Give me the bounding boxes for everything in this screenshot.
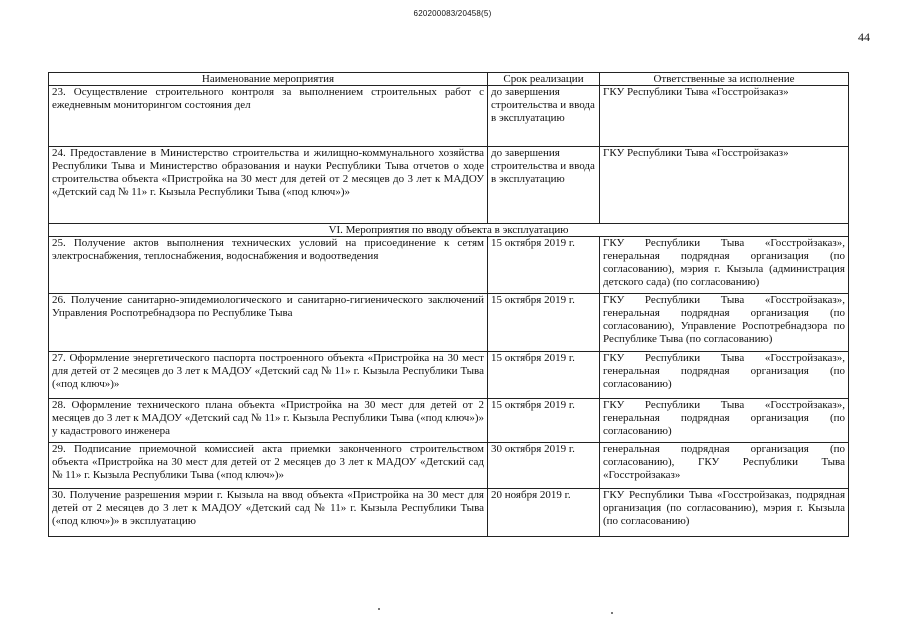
header-event-name: Наименование мероприятия [49,73,488,86]
event-name-cell: 26. Получение санитарно-эпидемиологического и санитарно-гигиенического заключений Управления Роспотребнадзора по Республике Тыва [49,294,488,352]
responsible-cell: ГКУ Республики Тыва «Госстройзаказ», генеральная подрядная организация (по согласованию), мэрия г. Кызыла (администрация детского сада) (по согласованию) [600,237,849,294]
header-term: Срок реализации [488,73,600,86]
term-cell: 20 ноября 2019 г. [488,489,600,537]
section-title: VI. Мероприятия по вводу объекта в эксплуатацию [49,224,849,237]
responsible-cell: ГКУ Республики Тыва «Госстройзаказ», генеральная подрядная организация (по согласованию), Управление Роспотребнадзора по Республике Тыва (по согласованию) [600,294,849,352]
event-name-cell: 23. Осуществление строительного контроля за выполнением строительных работ с ежедневным мониторингом состояния дел [49,86,488,147]
table-row [49,443,849,489]
responsible-cell: ГКУ Республики Тыва «Госстройзаказ», генеральная подрядная организация (по согласованию) [600,352,849,399]
term-cell: 15 октября 2019 г. [488,352,600,399]
responsible-cell: генеральная подрядная организация (по согласованию), ГКУ Республики Тыва «Госстройзаказ» [600,443,849,489]
responsible-cell: ГКУ Республики Тыва «Госстройзаказ», генеральная подрядная организация (по согласованию) [600,399,849,443]
table-row [49,352,849,399]
header-responsible: Ответственные за исполнение [600,73,849,86]
table-row [49,147,849,224]
table-row [49,86,849,147]
term-cell: 15 октября 2019 г. [488,237,600,294]
event-name-cell: 25. Получение актов выполнения технических условий на присоединение к сетям электроснабжения, теплоснабжения, водоснабжения и водоотведения [49,237,488,294]
table-row [49,294,849,352]
table-row [49,237,849,294]
event-name-cell: 24. Предоставление в Министерство строительства и жилищно-коммунального хозяйства Республики Тыва и Министерство образования и науки Республики Тыва отчетов о ходе строительства объекта «Пристройка на 30 мест для детей от 2 месяцев до 3 лет к МАДОУ «Детский сад № 11» г. Кызыла Республики Тыва («под ключ»)» [49,147,488,224]
term-cell: 15 октября 2019 г. [488,294,600,352]
table-row [49,489,849,537]
event-name-cell: 27. Оформление энергетического паспорта построенного объекта «Пристройка на 30 мест для детей от 2 месяцев до 3 лет к МАДОУ «Детский сад № 11» г. Кызыла Республики Тыва («под ключ»)» [49,352,488,399]
scan-speck [611,612,613,614]
responsible-cell: ГКУ Республики Тыва «Госстройзаказ» [600,147,849,224]
scan-speck [378,608,380,610]
section-row [49,224,849,237]
term-cell: 30 октября 2019 г. [488,443,600,489]
responsible-cell: ГКУ Республики Тыва «Госстройзаказ» [600,86,849,147]
page-number: 44 [858,30,870,44]
table-row [49,399,849,443]
term-cell: 15 октября 2019 г. [488,399,600,443]
term-cell: до завершения строительства и ввода в эксплуатацию [488,147,600,224]
event-name-cell: 28. Оформление технического плана объекта «Пристройка на 30 мест для детей от 2 месяцев до 3 лет к МАДОУ «Детский сад № 11» г. Кызыла Республики Тыва («под ключ»)» у кадастрового инженера [49,399,488,443]
table-header-row [49,73,849,86]
event-name-cell: 29. Подписание приемочной комиссией акта приемки законченного строительством объекта «Пристройка на 30 мест для детей от 2 месяцев до 3 лет к МАДОУ «Детский сад № 11» г. Кызыла Республики Тыва («под ключ»)» [49,443,488,489]
events-table [48,72,849,537]
term-cell: до завершения строительства и ввода в эксплуатацию [488,86,600,147]
responsible-cell: ГКУ Республики Тыва «Госстройзаказ, подрядная организация (по согласованию), мэрия г. Кызыла (по согласованию) [600,489,849,537]
document-code: 620200083/20458(5) [413,9,492,18]
event-name-cell: 30. Получение разрешения мэрии г. Кызыла на ввод объекта «Пристройка на 30 мест для детей от 2 месяцев до 3 лет к МАДОУ «Детский сад № 11» г. Кызыла Республики Тыва («под ключ»)» в эксплуатацию [49,489,488,537]
